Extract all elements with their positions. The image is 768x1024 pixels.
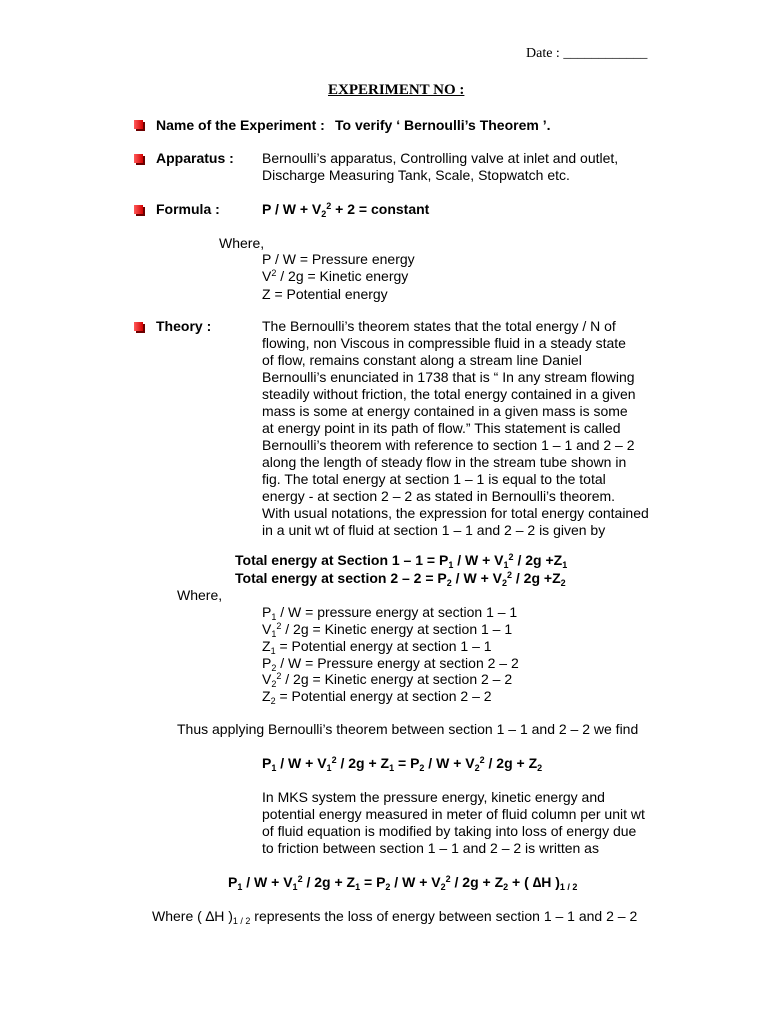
bernoulli-equation: $P_1 / W + V_1^2 / 2g + Z_1 = P_2 / W + V_2^2 / 2g + Z_2$	[262, 755, 543, 773]
experiment-name-value: To verify ‘ Bernoulli’s Theorem ’.	[335, 117, 551, 133]
formula-def-potential: Z = Potential energy	[262, 286, 388, 302]
apparatus-label: Apparatus :	[156, 150, 234, 166]
formula-equation: $P / W + V_2^2 + 2$ = constant	[262, 201, 430, 219]
paragraph-line: in a unit wt of fluid at section 1 – 1 and 2 – 2 is given by	[262, 522, 606, 538]
bullet-icon	[134, 205, 143, 214]
date-field: Date : ____________	[526, 46, 648, 61]
page-title: EXPERIMENT NO :	[328, 82, 465, 98]
bullet-icon	[134, 322, 143, 331]
section-def: $Z_2$ = Potential energy at section 2 – 2	[262, 688, 492, 706]
total-energy-section-1: Total energy at Section $1 - 1 = P_1 / W + V_1^2 / 2g +Z_1$	[235, 552, 568, 570]
paragraph-line: Bernoulli’s enunciated in 1738 that is “ In any stream flowing	[262, 369, 635, 385]
section-def: $P_2$ / W = Pressure energy at section 2 – 2	[262, 655, 519, 673]
section-def: $P_1$ / W = pressure energy at section 1 – 1	[262, 604, 518, 622]
paragraph-line: potential energy measured in meter of fluid column per unit wt	[262, 806, 645, 822]
where-label: Where,	[177, 587, 223, 603]
bernoulli-equation-with-loss: $P_1 / W + V_1^2 / 2g + Z_1 = P_2 / W + V_2^2 / 2g + Z_2$ + ( ∆H )$_{1 / 2}$	[228, 874, 578, 892]
paragraph-line: at energy point in its path of flow.” This statement is called	[262, 420, 621, 436]
theory-paragraph	[262, 318, 672, 539]
paragraph-line: steadily without friction, the total energy contained in a given	[262, 386, 636, 402]
apparatus-line: Bernoulli’s apparatus, Controlling valve at inlet and outlet,	[262, 150, 619, 166]
paragraph-line: The Bernoulli’s theorem states that the total energy / N of	[262, 318, 616, 334]
bullet-icon	[134, 120, 143, 129]
formula-def-pressure: P / W = Pressure energy	[262, 251, 415, 267]
mks-paragraph	[262, 789, 670, 857]
bullet-icon	[134, 154, 143, 163]
paragraph-line: along the length of steady flow in the stream tube shown in	[262, 454, 627, 470]
total-energy-section-2: Total energy at section $2 - 2 = P_2 / W + V_2^2 / 2g +Z_2$	[235, 570, 566, 588]
paragraph-line: fig. The total energy at section 1 – 1 is equal to the total	[262, 471, 606, 487]
paragraph-line: Bernoulli’s theorem with reference to section 1 – 1 and 2 – 2	[262, 437, 635, 453]
formula-def-kinetic: $V^2 / 2g$ = Kinetic energy	[262, 268, 409, 284]
paragraph-line: flowing, non Viscous in compressible fluid in a steady state	[262, 335, 626, 351]
experiment-name-label: Name of the Experiment :	[156, 117, 325, 133]
paragraph-line: to friction between section 1 – 1 and 2 – 2 is written as	[262, 840, 599, 856]
applying-sentence: Thus applying Bernoulli’s theorem between section 1 – 1 and 2 – 2 we find	[177, 721, 639, 737]
paragraph-line: of flow, remains constant along a stream line Daniel	[262, 352, 582, 368]
paragraph-line: of fluid equation is modified by taking into loss of energy due	[262, 823, 637, 839]
paragraph-line: With usual notations, the expression for total energy contained	[262, 505, 649, 521]
theory-label: Theory :	[156, 318, 212, 334]
formula-where: Where,	[219, 235, 265, 251]
section-def: $Z_1$ = Potential energy at section 1 – 1	[262, 638, 492, 656]
paragraph-line: energy - at section 2 – 2 as stated in Bernoulli’s theorem.	[262, 488, 616, 504]
apparatus-line: Discharge Measuring Tank, Scale, Stopwatch etc.	[262, 167, 570, 183]
paragraph-line: mass is some at energy contained in a given mass is some	[262, 403, 628, 419]
paragraph-line: In MKS system the pressure energy, kinetic energy and	[262, 789, 605, 805]
section-def: $V_2^2 / 2g$ = Kinetic energy at section 2 – 2	[262, 671, 513, 689]
loss-note: Where ( ∆H )$_{1 / 2}$ represents the loss of energy between section 1 – 1 and 2 – 2	[152, 908, 638, 926]
formula-label: Formula :	[156, 201, 220, 217]
section-def: $V_1^2 / 2g$ = Kinetic energy at section 1 – 1	[262, 621, 513, 639]
